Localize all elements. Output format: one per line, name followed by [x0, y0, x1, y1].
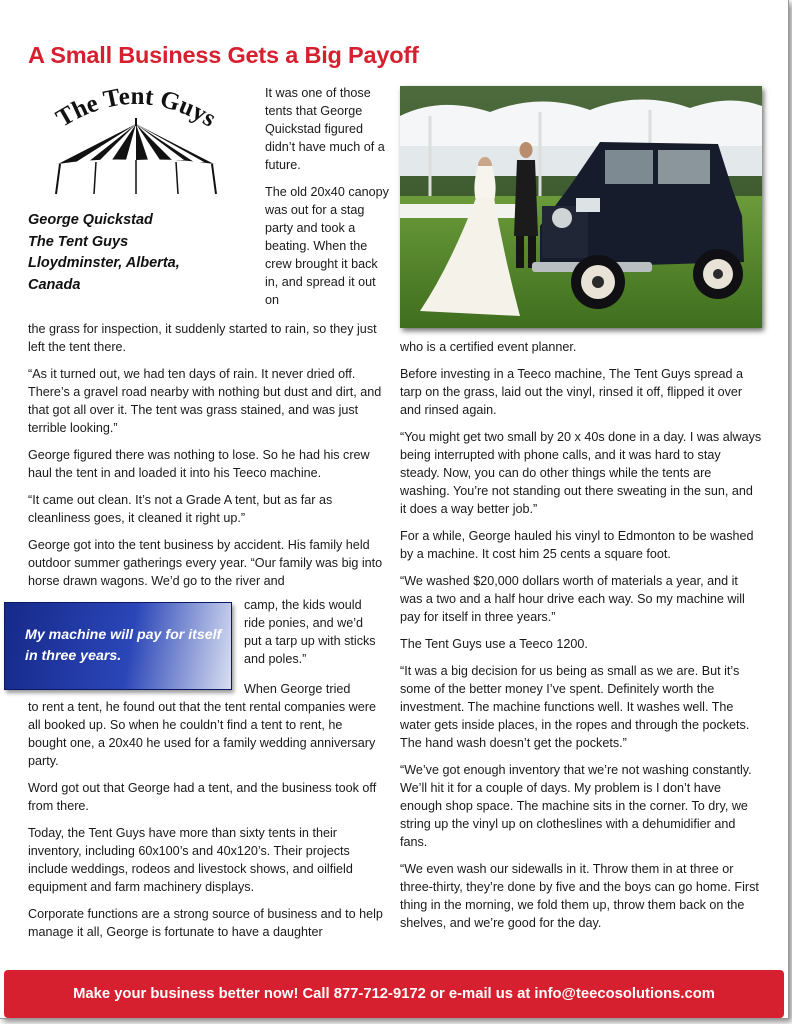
byline-company: The Tent Guys: [28, 233, 129, 250]
wrap-text-beside-quote: camp, the kids would ride ponies, and we’d put a tarp up with sticks and poles.”: [244, 598, 376, 666]
byline-city: Lloydminster, Alberta,: [28, 255, 180, 271]
paragraph: The old 20x40 canopy was out for a stag party and took a beating. When the crew brought it back in, and spread it out on: [265, 185, 389, 307]
paragraph: George got into the tent business by accident. His family held outdoor summer gatherings every year. “Our family was big into horse drawn wagons. We’d go to the river and: [28, 538, 383, 588]
paragraph: Today, the Tent Guys have more than sixty tents in their inventory, including 60x100’s and 40x120’s. Their projects include weddings, rodeos and livestock shows, and oilfield equipment and farm machinery displays.: [28, 826, 353, 894]
paragraph: George figured there was nothing to lose. So he had his crew haul the tent in and loaded it into his Teeco machine.: [28, 448, 370, 480]
logo-text: The Tent Guys: [51, 82, 221, 133]
tent-guys-logo: [36, 78, 236, 196]
column-c: [400, 338, 762, 941]
column-a: [265, 84, 389, 318]
paragraph: It was one of those tents that George Quickstad figured didn’t have much of a future.: [265, 86, 385, 172]
paragraph: “As it turned out, we had ten days of rain. It never dried off. There’s a gravel road nearby with nothing but dust and dirt, and that got all over it. The tent was grass stained, and was just terrible looking.”: [28, 367, 382, 435]
paragraph: “We washed $20,000 dollars worth of materials a year, and it was a two and a half hour drive each way. So my machine will pay for itself in three years.”: [400, 574, 745, 624]
byline-name: George Quickstad: [28, 212, 153, 228]
paragraph: who is a certified event planner.: [400, 340, 577, 354]
column-b: [28, 320, 384, 599]
paragraph: “We even wash our sidewalls in it. Throw them in at three or three-thirty, they’re done by five and the boys can go home. First thing in the morning, we fold them up, throw them back on the shelves, and we’re good for the day.: [400, 862, 759, 930]
striped-tent-icon: [56, 118, 216, 194]
wrap-text-beside-quote-2: When George tried: [244, 682, 351, 696]
paragraph: to rent a tent, he found out that the tent rental companies were all booked up. So when he couldn’t find a tent to rent, he bought one, a 20x40 he used for a family wedding anniversary party.: [28, 700, 376, 768]
pull-quote-text: My machine will pay for itself in three years.: [25, 627, 222, 664]
photo-illustration: [400, 86, 762, 328]
paragraph: the grass for inspection, it suddenly started to rain, so they just left the tent there.: [28, 322, 377, 354]
paragraph: For a while, George hauled his vinyl to Edmonton to be washed by a machine. It cost him 25 cents a square foot.: [400, 529, 754, 561]
paragraph: Word got out that George had a tent, and the business took off from there.: [28, 781, 377, 813]
footer-cta-banner[interactable]: [4, 970, 784, 1018]
wedding-car-photo: [400, 86, 762, 328]
paragraph: The Tent Guys use a Teeco 1200.: [400, 637, 588, 651]
pull-quote-box: [4, 602, 232, 690]
byline: [28, 210, 180, 296]
column-b-continued: [28, 698, 384, 950]
paragraph: Corporate functions are a strong source of business and to help manage it all, George is fortunate to have a daughter: [28, 907, 383, 939]
paragraph: “It was a big decision for us being as small as we are. But it’s some of the better money I’ve spent. Definitely worth the investment. The machine functions well. It washes well. The water gets inside places, in the ropes and through the pockets. The hand wash doesn’t get the pockets.”: [400, 664, 750, 750]
footer-cta-text[interactable]: Make your business better now! Call 877-712-9172 or e-mail us at info@teecosolutions.com: [73, 986, 715, 1002]
article-title: A Small Business Gets a Big Payoff: [28, 42, 419, 68]
paragraph: “We’ve got enough inventory that we’re not washing constantly. We’ll hit it for a couple of days. My problem is I don’t have enough shop space. The machine sits in the corner. To dry, we string up the vinyl up on clotheslines with a dehumidifier and fans.: [400, 763, 752, 849]
byline-country: Canada: [28, 276, 81, 293]
paragraph: Before investing in a Teeco machine, The Tent Guys spread a tarp on the grass, laid out the vinyl, rinsed it off, flipped it over and rinsed again.: [400, 367, 744, 417]
paragraph: “You might get two small by 20 x 40s done in a day. I was always being interrupted with phone calls, and it was hard to stay steady. Now, you can do other things while the tents are washing. You’re not standing out there sweating in the sun, and it does a way better job.”: [400, 430, 762, 516]
paragraph: “It came out clean. It’s not a Grade A tent, but as far as cleanliness goes, it cleaned it right up.”: [28, 493, 333, 525]
